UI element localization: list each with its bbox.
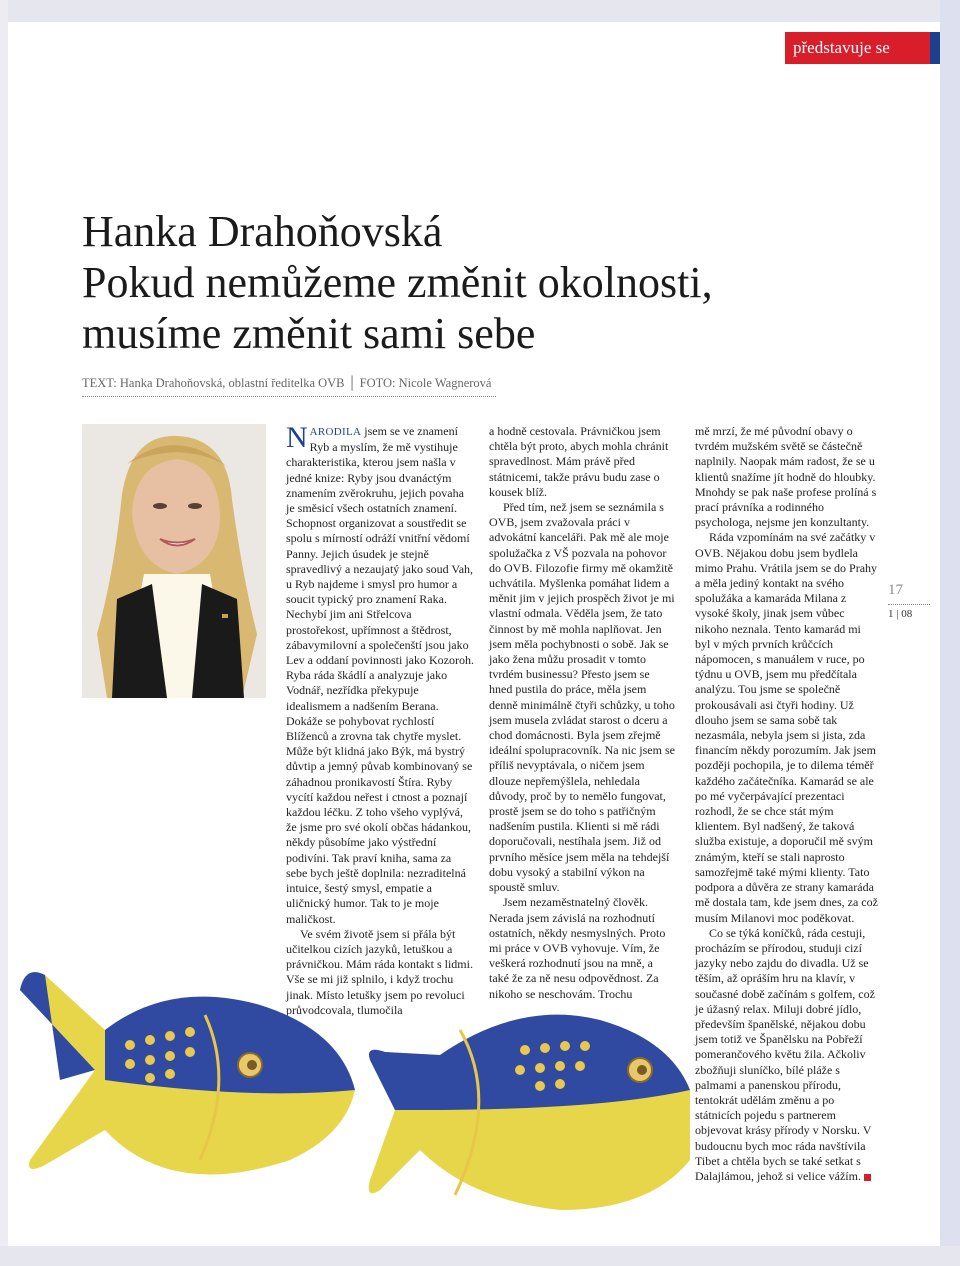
byline: TEXT: Hanka Drahoňovská, oblastní ředitelka OVB │ FOTO: Nicole Wagnerová	[82, 376, 492, 390]
article-column	[489, 424, 675, 1002]
paragraph: mě mrzí, že mé původní obavy o tvrdém mužském světě se částečně naplnily. Naopak mám radost, že se u klientů snažíme jít hodně do hloubky. Mnohdy se pak naše profese prolíná s prací právníka a rodinného psychologa, nejsme jen konzultanty.	[695, 424, 877, 530]
article-column	[695, 424, 879, 1184]
portrait-photo	[82, 424, 266, 698]
divider	[82, 396, 496, 397]
fish-icon	[20, 972, 355, 1174]
page-title	[82, 206, 922, 359]
paragraph: Ve svém životě jsem si přála být učitelkou cizích jazyků, letuškou a právničkou. Mám ráda kontakt s lidmi. Vše se mi již splnilo, i když trochu jinak. Místo letušky jsem po revoluci průvodcovala, tlumočila	[286, 926, 473, 1017]
paragraph: jsem se ve znamení Ryb a myslím, že mě vystihuje charakteristika, kterou jsem našla v jedné knize: Ryby jsou dvanáctým znamením zvěrokruhu, jejich povaha je směsicí všech ostatních znamení. Schopnost organizovat a soustředit se spolu s mírností odráží vnitřní vědomí Panny. Jejich úsudek je stejně spravedlivý a nezaujatý jako soud Vah, u Ryb najdeme i smysl pro humor a soucit typický pro znamení Raka. Nechybí jim ani Střelcova prostořekost, upřímnost a štědrost, zábavymilovní a společenští jsou jako Lev a oddaní povinnosti jako Kozoroh. Ryba ráda škádlí a analyzuje jako Vodnář, nezřídka překypuje idealismem a nadšením Berana. Dokáže se pohybovat rychlostí Blíženců a zrovna tak chytře myslet. Může být klidná jako Býk, má bystrý důvtip a jemný půvab kombinovaný se záhadnou pronikavostí Štíra. Ryby vycítí každou neřest i ctnost a poznají každou léčku. Z toho všeho vyplývá, že jsme pro své okolí občas hádankou, někdy působíme jako výstřední podivíni. Tak praví kniha, sama za sebe bych ještě doplnila: nezraditelná intuice, šestý smysl, empatie a uličnický humor. Tak to je moje maličkost.	[286, 424, 474, 926]
page-number: 17	[888, 582, 903, 598]
divider	[888, 604, 930, 605]
lead-word: ARODILA	[309, 426, 362, 438]
paragraph: Ráda vzpomínám na své začátky v OVB. Nějakou dobu jsem bydlela mimo Prahu. Vrátila jsem se do Prahy a měla jediný kontakt na svého spolužáka a kamaráda Milana z vysoké školy, jinak jsem vůbec nikoho neznala. Tento kamarád mi byl v mých prvních krůčcích nápomocen, s manuálem v ruce, po týdnu u OVB, jsem mu předčítala analýzu. Tou jsme se společně prokousávali asi čtyři hodiny. Už dlouho jsem se sama sobě tak nezasmála, nebyla jsem si jista, zda financím někdy porozumím. Jak jsem později pochopila, je to dilema téměř každého začátečníka. Kamarád se ale po mé vyčerpávající prezentaci rozhodl, že se chce stát mým klientem. Byl nadšený, že taková služba existuje, a doporučil mě svým známým, kteří se stali naprosto samozřejmě také mými klienty. Tato podpora a důvěra ze strany kamaráda mě dostala tam, kde jsem dnes, za což musím Milanovi moc poděkovat.	[695, 530, 878, 925]
end-of-article-icon	[864, 1174, 871, 1181]
fish-illustration	[0, 960, 700, 1260]
fish-icon	[369, 1015, 690, 1210]
section-tab: představuje se	[785, 32, 930, 64]
paragraph: Co se týká koníčků, ráda cestuji, procházím se přírodou, studuji cizí jazyky nebo zajdu do divadla. Už se těším, až opráším hru na klavír, v současné době začínám s golfem, což je úžasný relax. Miluji dobré jídlo, především španělské, nějakou dobu jsem totiž ve Španělsku na Pobřeží pomerančového květu žila. Ačkoliv zbožňuji sluníčko, bílé pláže s palmami a panenskou přírodu, tentokrát udělám změnu a po státnicích pojedu s partnerem objevovat krásy přírody v Norsku. V budoucnu bych moc ráda navštívila Tibet a chtěla bych se také setkat s Dalajlámou, jehož si velice vážím.	[695, 925, 875, 1183]
title-line: Pokud nemůžeme změnit okolnosti,	[82, 258, 713, 307]
article-column	[286, 421, 474, 1018]
drop-cap: N	[286, 421, 308, 454]
title-line: Hanka Drahoňovská	[82, 207, 443, 256]
page-edge	[0, 0, 960, 22]
paragraph: Jsem nezaměstnatelný člověk. Nerada jsem závislá na rozhodnutí ostatních, někdy nesmyslných. Proto mi práce v OVB vyhovuje. Vím, že veškerá rozhodnutí jsou na mně, a také že za ně nesu odpovědnost. Za nikoho se neschovám. Trochu	[489, 895, 666, 1001]
section-tab-marker	[930, 32, 940, 64]
issue-number: 1 | 08	[888, 608, 913, 620]
page-edge	[940, 0, 960, 1266]
title-line: musíme změnit sami sebe	[82, 309, 536, 358]
paragraph: a hodně cestovala. Právničkou jsem chtěla být proto, abych mohla chránit spravedlnost. Mám právě před státnicemi, takže právu budu zase o kousek blíž.	[489, 424, 669, 499]
paragraph: Před tím, než jsem se seznámila s OVB, jsem zvažovala práci v advokátní kanceláři. Pak mě ale moje spolužačka z VŠ pozvala na pohovor do OVB. Filozofie firmy mě okamžitě uchvátila. Myšlenka pomáhat lidem a měnit jim v jejich prospěch život je mi vlastní odmala. Věděla jsem, že tato činnost by mě mohla naplňovat. Jen jsem měla pochybnosti o sobě. Jak se jako žena můžu prosadit v tomto tvrdém businessu? Přesto jsem se hned pustila do práce, měla jsem denně minimálně čtyři schůzky, u toho jsem musela zvládat starost o dceru a chod domácnosti. Byla jsem zřejmě ideální spolupracovník. Na nic jsem se příliš nevyptávala, o ničem jsem dlouze nepřemýšlela, nehledala důvody, proč by to nemělo fungovat, prostě jsem se do toho s patřičným nadšením pustila. Klienti si mě rádi doporučovali, nestíhala jsem. Již od prvního měsíce jsem měla na tehdejší dobu vysoký a stabilní výkon na spoustě smluv.	[489, 500, 675, 895]
